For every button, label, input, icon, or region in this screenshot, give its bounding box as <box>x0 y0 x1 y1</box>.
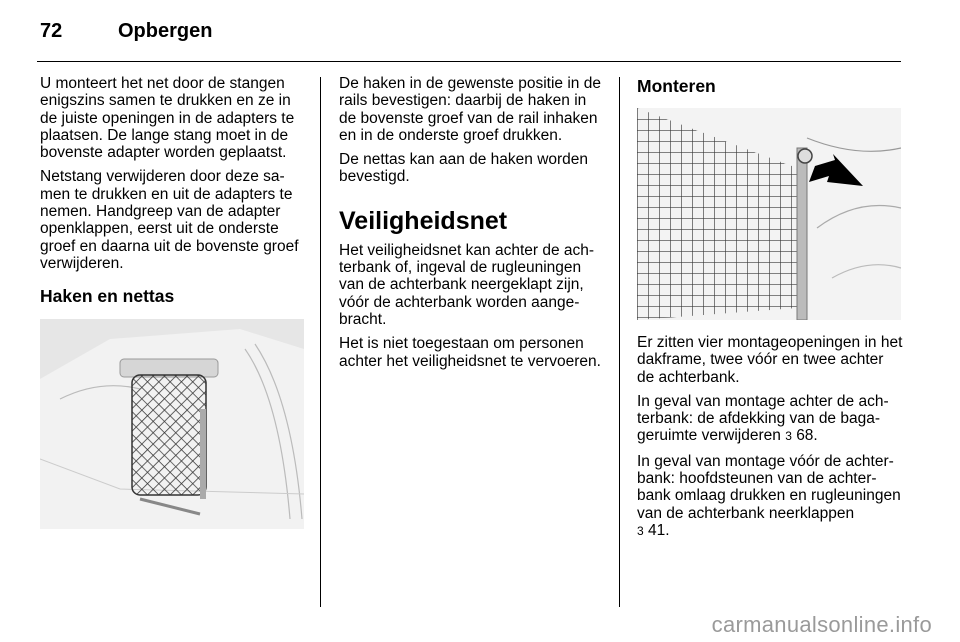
page-header <box>40 20 212 48</box>
paragraph-mounting-net: U monteert het net door de stangen enigszins samen te drukken en ze in de juiste openingen in de adapters te plaatsen. De lange stang moet in de bovenste adapter worden geplaatst. <box>40 75 295 162</box>
paragraph-in-front-of-rear-seat <box>637 453 903 540</box>
paragraph-mounting-openings: Er zitten vier montageopeningen in het dakframe, twee vóór en twee achter de achterbank. <box>637 334 903 386</box>
column-divider-1 <box>320 77 321 607</box>
behind-rear-seat-text: In geval van montage achter de achterbank: de afdekking van de bagageruimte verwijderen <box>637 392 889 445</box>
heading-hooks-and-net-bag: Haken en nettas <box>40 286 175 307</box>
header-rule <box>37 61 901 62</box>
page-reference-41[interactable]: 41. <box>648 521 670 539</box>
paragraph-hooks: De haken in de gewenste positie in de rails bevestigen: daarbij de haken in de bovenste groef van de rail inhaken en in de onderste groef drukken. <box>339 75 601 144</box>
watermark: carmanualsonline.info <box>711 612 932 637</box>
paragraph-safety-net-position: Het veiligheidsnet kan achter de achterbank of, ingeval de rugleuningen van de achterbank neergeklapt zijn, vóór de achterbank worden aangebracht. <box>339 241 595 328</box>
column-1 <box>40 75 308 529</box>
column-3 <box>637 75 903 547</box>
page-number: 72 <box>40 20 63 42</box>
page-reference-68[interactable]: 68. <box>796 427 818 445</box>
net-bag-illustration <box>40 319 304 529</box>
page-reference-arrow-icon: 3 <box>637 523 644 538</box>
column-divider-2 <box>619 77 620 607</box>
heading-mounting: Monteren <box>637 76 716 96</box>
page-reference-arrow-icon: 3 <box>785 429 792 444</box>
column-2 <box>339 75 607 377</box>
paragraph-remove-net-rod: Netstang verwijderen door deze samen te drukken en uit de adapters te nemen. Handgreep van de adapter openklappen, eerst uit de onderste groef en daarna uit de bovenste groef verwijderen. <box>40 168 299 272</box>
paragraph-net-bag: De nettas kan aan de haken worden bevestigd. <box>339 151 589 186</box>
heading-safety-net: Veiligheidsnet <box>339 206 508 235</box>
in-front-of-rear-seat-text: In geval van montage vóór de achterbank: hoofdsteunen van de achterbank omlaag drukken en rugleuningen van de achterbank neerklappen <box>637 452 901 522</box>
paragraph-safety-net-warning: Het is niet toegestaan om personen achter het veiligheidsnet te vervoeren. <box>339 335 601 370</box>
page-title: Opbergen <box>118 20 213 42</box>
safety-net-mounting-illustration <box>637 108 901 320</box>
paragraph-behind-rear-seat <box>637 393 903 446</box>
